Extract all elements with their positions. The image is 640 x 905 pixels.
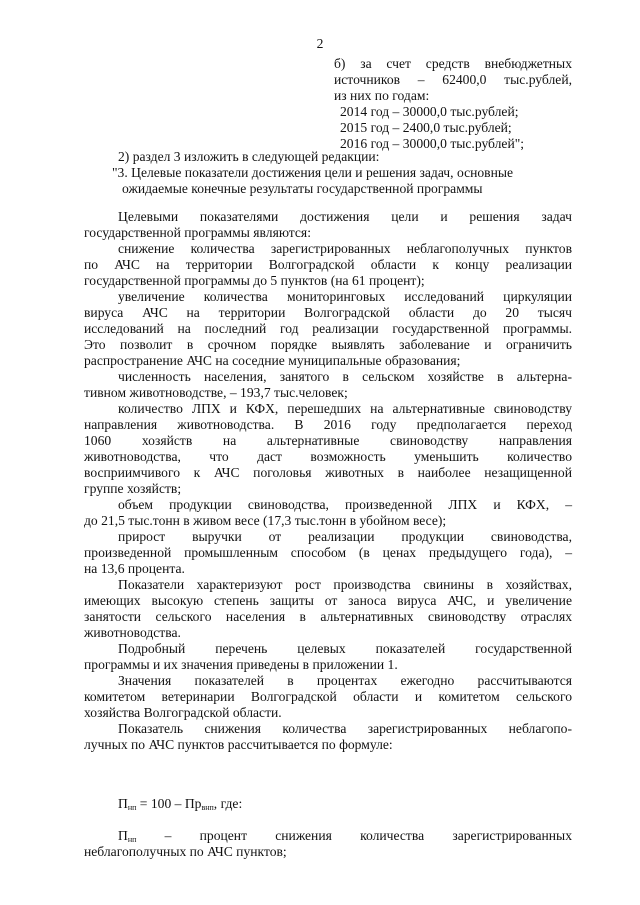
paragraph-5-line-2: направления животноводства. В 2016 году предполагается переход [84,417,572,432]
funding-line-1: б) за счет средств внебюджетных [334,56,572,71]
page-number: 2 [316,36,324,51]
funding-year-2015: 2015 год – 2400,0 тыс.рублей; [340,120,512,135]
paragraph-5-line-3: 1060 хозяйств на альтернативные свиноводству направления [84,433,572,448]
paragraph-7-line-3: на 13,6 процента. [84,561,185,576]
formula-line [118,796,606,812]
paragraph-9-line-1: Подробный перечень целевых показателей государственной [118,641,572,656]
paragraph-10-line-3: хозяйства Волгоградской области. [84,705,282,720]
paragraph-1-line-2: государственной программы являются: [84,225,311,240]
paragraph-5-line-4: животноводства, что даст возможность уменьшить количество [84,449,572,464]
section-heading-line-1: "3. Целевые показатели достижения цели и решения задач, основные [112,165,514,180]
formula-rhs-subscript: внп [201,803,214,812]
paragraph-2-line-3: государственной программы до 5 пунктов (на 61 процент); [84,273,425,288]
definition-symbol: П [118,828,128,843]
paragraph-7-line-1: прирост выручки от реализации продукции свиноводства, [118,529,572,544]
funding-block [334,56,572,104]
section-instruction-text: 2) раздел 3 изложить в следующей редакции: [118,149,380,164]
paragraph-3-line-2: вируса АЧС на территории Волгоградской области до 20 тысяч [84,305,572,320]
paragraph-8-line-1: Показатели характеризуют рост производства свинины в хозяйствах, [118,577,572,592]
paragraph-2-line-1: снижение количества зарегистрированных неблагополучных пунктов [118,241,572,256]
paragraph-11-line-1: Показатель снижения количества зарегистрированных неблагопо- [118,721,572,736]
paragraph-7-line-2: произведенной промышленным способом (в ценах предыдущего года), – [84,545,572,560]
definition-line-1-text: – процент снижения количества зарегистрированных [136,828,572,843]
paragraph-3-line-5: распространение АЧС на соседние муниципальные образования; [84,353,461,368]
formula-lhs-subscript: нп [127,803,137,812]
paragraph-1-line-1: Целевыми показателями достижения цели и решения задач [118,209,572,224]
paragraph-8-line-3: занятости сельского населения в альтернативных свиноводству отраслях [84,609,572,624]
definition-line-2: неблагополучных по АЧС пунктов; [84,844,287,859]
section-heading [112,165,552,197]
paragraph-2-line-2: по АЧС на территории Волгоградской области к концу реализации [84,257,572,272]
paragraph-3-line-4: Это позволит в срочном порядке выявлять заболевание и ограничить [84,337,572,352]
formula-lhs: П [118,796,128,811]
funding-year-2014: 2014 год – 30000,0 тыс.рублей; [340,104,519,119]
paragraph-4-line-2: тивном животноводстве, – 193,7 тыс.человек; [84,385,348,400]
paragraph-3-line-3: исследований на последний год реализации государственной программы. [84,321,572,336]
paragraph-10-line-1: Значения показателей в процентах ежегодно рассчитываются [118,673,572,688]
paragraph-8-line-4: животноводства. [84,625,181,640]
formula-equals: = 100 – Пр [136,796,202,811]
paragraph-6-line-1: объем продукции свиноводства, произведенной ЛПХ и КФХ, – [118,497,572,512]
formula [118,796,606,812]
definition-symbol-subscript: нп [127,835,137,844]
paragraph-5-line-1: количество ЛПХ и КФХ, перешедших на альтернативные свиноводству [118,401,572,416]
funding-year-2016: 2016 год – 30000,0 тыс.рублей"; [340,136,525,151]
body-text [84,209,572,753]
paragraph-5-line-6: группе хозяйств; [84,481,182,496]
paragraph-11-line-2: лучных по АЧС пунктов рассчитывается по формуле: [84,737,393,752]
paragraph-5-line-5: восприимчивого к АЧС поголовья животных в наиболее незащищенной [84,465,572,480]
section-heading-line-2: ожидаемые конечные результаты государственной программы [122,181,483,196]
paragraph-4-line-1: численность населения, занятого в сельском хозяйстве в альтерна- [118,369,572,384]
paragraph-3-line-1: увеличение количества мониторинговых исследований циркуляции [118,289,572,304]
section-instruction [118,149,606,165]
paragraph-6-line-2: до 21,5 тыс.тонн в живом весе (17,3 тыс.тонн в убойном весе); [84,513,447,528]
definition-line-1 [84,828,572,844]
paragraph-10-line-2: комитетом ветеринарии Волгоградской области и комитетом сельского [84,689,572,704]
paragraph-8-line-2: имеющих высокую степень защиты от заноса вируса АЧС, и увеличение [84,593,572,608]
paragraph-9-line-2: программы и их значения приведены в приложении 1. [84,657,398,672]
formula-tail: , где: [213,796,243,811]
definition [84,828,572,860]
funding-line-2: источников – 62400,0 тыс.рублей, [334,72,572,87]
funding-line-3: из них по годам: [334,88,430,103]
funding-years [340,104,572,152]
